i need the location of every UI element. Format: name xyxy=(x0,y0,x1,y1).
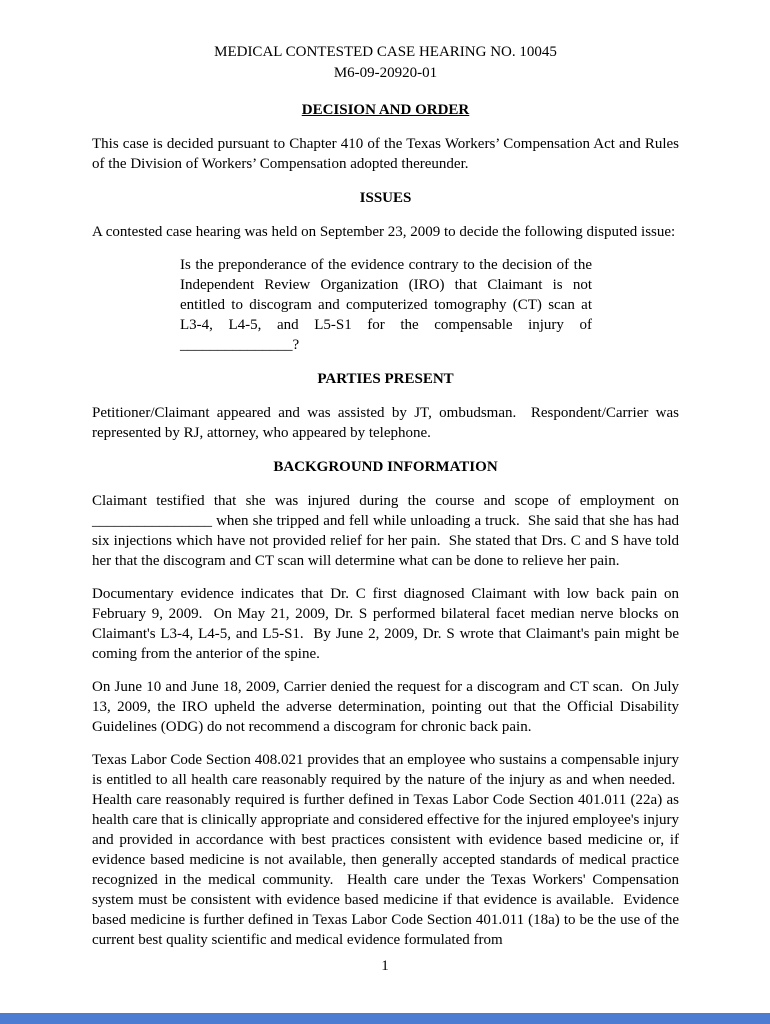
paragraph-parties: Petitioner/Claimant appeared and was assisted by JT, ombudsman. Respondent/Carrier was represented by RJ, attorney, who appeared by telephone. xyxy=(92,405,679,441)
paragraph-background-4: Texas Labor Code Section 408.021 provides that an employee who sustains a compensable injury is entitled to all health care reasonably required by the nature of the injury as and when needed. Health care reasonably required is further defined in Texas Labor Code Section 401.011 (22a) as health care that is clinically appropriate and considered effective for the injured employee's injury and provided in accordance with best practices consistent with evidence based medicine or, if evidence based medicine is not available, then generally accepted standards of medical practice recognized in the medical community. Health care under the Texas Workers' Compensation system must be consistent with evidence based medicine if that evidence is available. Evidence based medicine is further defined in Texas Labor Code Section 401.011 (18a) to be the use of the current best quality scientific and medical evidence formulated from xyxy=(92,752,679,948)
paragraph-decision: This case is decided pursuant to Chapter 410 of the Texas Workers’ Compensation Act and Rules of the Division of Workers’ Compensation adopted thereunder. xyxy=(92,136,679,172)
case-title: MEDICAL CONTESTED CASE HEARING NO. 10045 xyxy=(214,44,557,60)
paragraph-background-2: Documentary evidence indicates that Dr. C first diagnosed Claimant with low back pain on February 9, 2009. On May 21, 2009, Dr. S performed bilateral facet median nerve blocks on Claimant's L3-4, L4-5, and L5-S1. By June 2, 2009, Dr. S wrote that Claimant's pain might be coming from the anterior of the spine. xyxy=(92,586,679,662)
section-heading-issues: ISSUES xyxy=(359,190,412,206)
section-heading-decision-and-order: DECISION AND ORDER xyxy=(301,102,470,118)
page-number: 1 xyxy=(381,958,389,974)
section-heading-parties-present: PARTIES PRESENT xyxy=(317,371,454,387)
document-header xyxy=(92,42,679,84)
paragraph-background-1: Claimant testified that she was injured during the course and scope of employment on ________________ when she tripped and fell while unloading a truck. She said that she has had six injections which have not provided relief for her pain. She stated that Drs. C and S have told her that the discogram and CT scan will determine what can be done to relieve her pain. xyxy=(92,493,679,569)
case-number: M6-09-20920-01 xyxy=(333,65,438,81)
paragraph-issues-intro: A contested case hearing was held on September 23, 2009 to decide the following disputed issue: xyxy=(92,224,676,240)
section-heading-background-information: BACKGROUND INFORMATION xyxy=(273,459,498,475)
issue-statement-block: Is the preponderance of the evidence contrary to the decision of the Independent Review Organization (IRO) that Claimant is not entitled to discogram and computerized tomography (CT) scan at L3-4, L4-5, and L5-S1 for the compensable injury of _______________? xyxy=(180,257,592,353)
paragraph-background-3: On June 10 and June 18, 2009, Carrier denied the request for a discogram and CT scan. On July 13, 2009, the IRO upheld the adverse determination, pointing out that the Official Disability Guidelines (ODG) do not recommend a discogram for chronic back pain. xyxy=(92,679,679,735)
bottom-bar xyxy=(0,1013,770,1024)
